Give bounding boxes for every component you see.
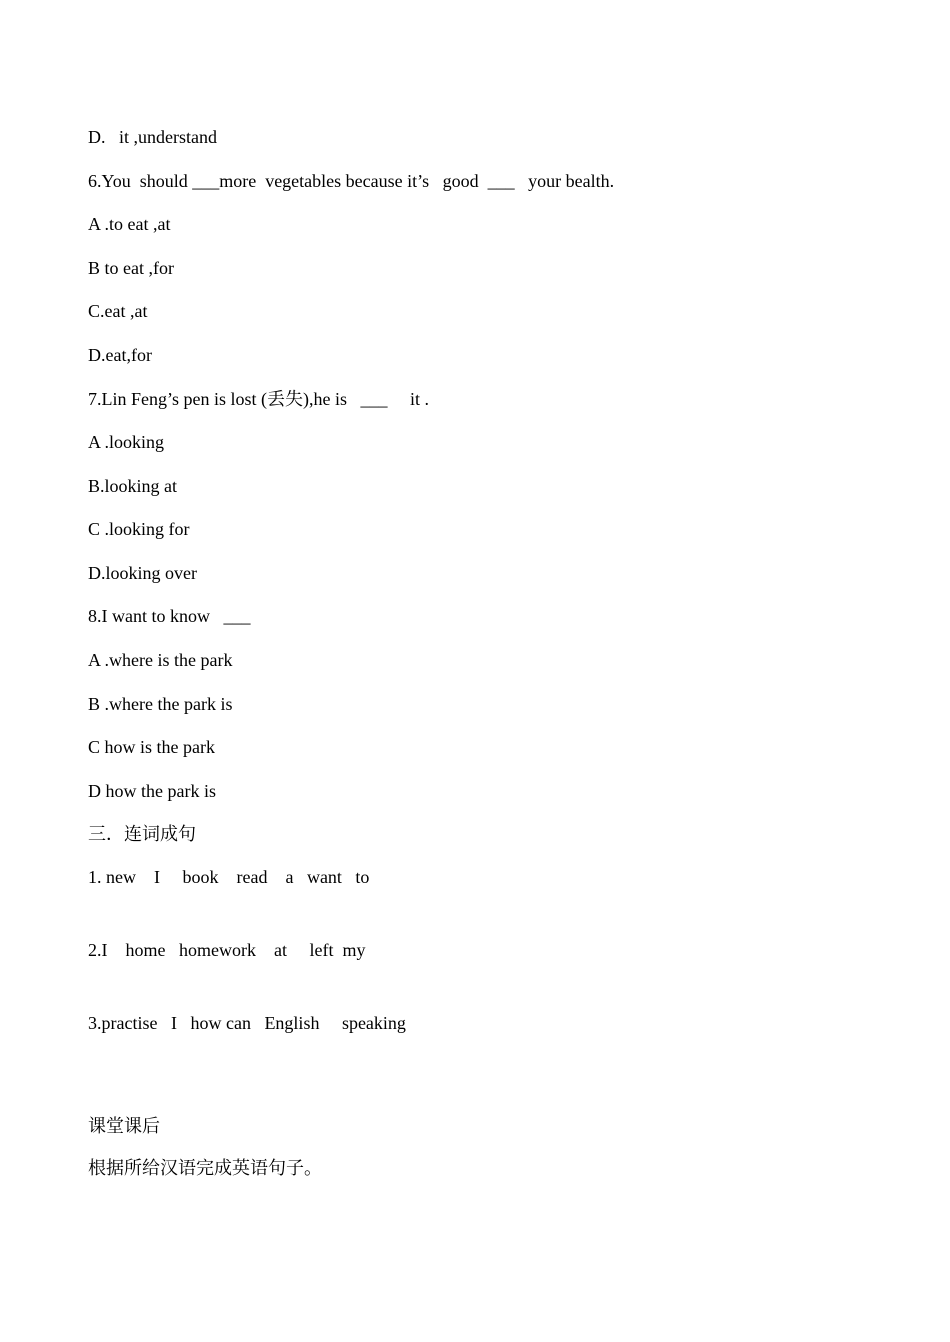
option-b-q7: B.looking at — [88, 476, 177, 496]
option-d-q8: D how the park is — [88, 781, 216, 801]
option-a-q7: A .looking — [88, 432, 165, 452]
option-a-q6: A .to eat ,at — [88, 214, 171, 234]
option-d-q6: D.eat,for — [88, 345, 152, 365]
option-a-q8: A .where is the park — [88, 650, 233, 670]
sentence-building-3: 3.practise I how can English speaking — [88, 1013, 406, 1033]
instruction-translate: 根据所给汉语完成英语句子。 — [88, 1158, 322, 1178]
option-b-q8: B .where the park is — [88, 694, 233, 714]
section-heading-classwork: 课堂课后 — [88, 1116, 160, 1136]
option-d-q5: D. it ,understand — [88, 127, 217, 147]
section-heading-sentence-building: 三．连词成句 — [88, 824, 196, 844]
sentence-building-1: 1. new I book read a want to — [88, 867, 370, 887]
option-b-q6: B to eat ,for — [88, 258, 174, 278]
sentence-building-2: 2.I home homework at left my — [88, 940, 366, 960]
question-7: 7.Lin Feng’s pen is lost (丢失),he is ___ it . — [88, 389, 429, 409]
option-d-q7: D.looking over — [88, 563, 197, 583]
question-8: 8.I want to know ___ — [88, 606, 251, 626]
option-c-q7: C .looking for — [88, 519, 190, 539]
option-c-q8: C how is the park — [88, 737, 215, 757]
option-c-q6: C.eat ,at — [88, 301, 148, 321]
question-6: 6.You should ___more vegetables because it’s good ___ your bealth. — [88, 171, 615, 191]
